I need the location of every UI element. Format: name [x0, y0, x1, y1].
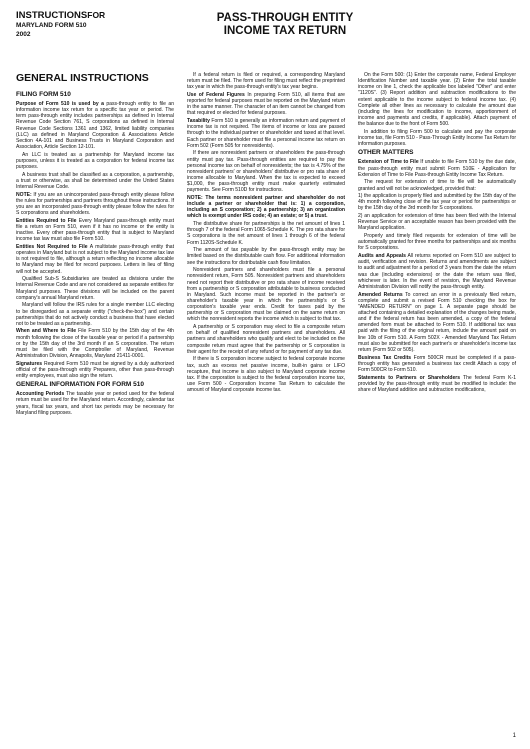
page-title [200, 12, 370, 38]
note-2-paragraph: NOTE: The terms nonresident partner and shareholder do not include a partner or shareholder that is: 1) a corporation, including an S corporation; 2) a partnership; 3) an organization which is exempt under IRS code; 4) an estate; or 5) a trust. [187, 194, 345, 220]
signatures-paragraph: Signatures Required Form 510 must be signed by a duly authorized official of the pass-through entity Preparers, other than pass-through entity employees, must also sign the return. [16, 360, 174, 380]
title-line-2: INCOME TAX RETURN [223, 25, 347, 37]
nonresident-file-paragraph: Nonresident partners and shareholders must file a personal nonresident return, Form 505. Nonresident partners and shareholders need not report their distributive or pro rata share of income received from a partnership or S corporation attributable to business conducted in Maryland. Such income must be reported in the partner's or shareholder's taxable year in which the partnership's or S corporation's taxable year ends. Credit for taxes paid by the partnership or S corporation must be claimed on the same return on which the nonresident reports the income which is subject to that tax. [187, 267, 345, 323]
form-name: MARYLAND FORM 510 [16, 22, 87, 29]
statements-paragraph: Statements to Partners or Shareholders The federal Form K-1 provided by the pass-through entity must be modified to include: the share of Maryland addition and subtraction modifications, [358, 374, 517, 393]
federal-return-paragraph: If a federal return is filed or required, a corresponding Maryland return must be filed. The form used for filing must reflect the preprinted tax year in which the pass-through entity's tax year begins. [187, 72, 345, 91]
title-line-1: PASS-THROUGH ENTITY [216, 12, 354, 24]
nonresident-paragraph: If there are nonresident partners or shareholders the pass-through entity must pay tax. Pass-through entities are required to pay the personal income tax on behalf of nonresidents; the tax is 4.75% of the nonresident partners' or shareholders' distributive or pro rata share of income allocable to Maryland. When the tax is expected to exceed $1,000, the pass-through entity must make quarterly estimated payments. See Form 510D for instructions. [187, 150, 345, 194]
business-tax-credits-paragraph: Business Tax Credits Form 500CR must be completed if a pass-through entity has generated a business tax credit Attach a copy of Form 500CR to Form 510. [358, 354, 516, 373]
instructions-label: INSTRUCTIONS [16, 10, 88, 21]
single-member-paragraph: Maryland will follow the IRS rules for a single member LLC electing to be disregarded as a separate entity ("check-the-box") and certain partnerships that do not actively conduct a business that have elected not to be treated as a partnership. [16, 302, 174, 327]
purpose-paragraph: Purpose of Form 510 is used by a pass-through entity to file an information income tax return for a specific tax year or period. The term pass-through entity includes partnerships as defined in Internal Revenue Code Section 761, S corporations as defined in Internal Revenue Code Sections 1361 and 1362, limited liability companies (LLC) as defined in Maryland Corporation & Associations Article Section 4A-101 and Business Trusts in Maryland Corporation and Association, Article Section 12-101. [16, 101, 175, 151]
entities-required-paragraph: Entities Required to File Every Maryland pass-through entity must file a return on Form 510, even if it has no income or the entity is inactive. Every other pass-through entity that is subject to Maryland income tax law must also file Form 510. [16, 217, 174, 243]
composite-return-paragraph: A partnership or S corporation may elect to file a composite return on behalf of qualified nonresident partners and shareholders. All partners and shareholders who qualify and elect to be included on the composite return must agree that the partnership or S corporation is their agent for the receipt of any refund or for payment of any tax due. [187, 324, 345, 355]
column-3 [358, 72, 516, 395]
form-year: 2002 [16, 31, 31, 38]
extension-request-paragraph: The request for extension of time to file will be automatically granted and will not be acknowledged, provided that: [358, 179, 516, 192]
federal-figures-paragraph: Use of Federal Figures In preparing Form 510, all items that are reported for federal purposes must be reported on the Maryland return in the same manner. The character of an item cannot be changed from that required or elected for federal purposes. [187, 91, 345, 117]
extension-paragraph: Extension of Time to File If unable to file Form 510 by the due date, the pass-through entity must submit Form 510E - Application for Extension of Time to File Pass-through Entity Income Tax Return. [358, 159, 516, 178]
taxability-paragraph: Taxability Form 510 is generally an information return and payment of income tax is not required. The items of income or loss are passed through to the individual partner or shareholder and taxed at that level. Each partner or shareholder must file a personal income tax return on Form 502 (Form 505 for nonresidents). [187, 118, 345, 149]
form-header-left [16, 10, 186, 39]
amended-returns-paragraph: Amended Returns To correct an error in a previously filed return, complete and submit a revised Form 510 checking the box for "AMENDED RETURN" on page 1. A separate page should be attached containing a detailed explanation of the changes being made, and if the federal return has been amended, a copy of the federal amended form must be attached to Form 510. If additional tax was paid with the filing of the original return, include the amount paid on line 10b of Form 510. A Form 502X - Amended Maryland Tax Return must also be submitted for each partner's or shareholder's income tax return (Form 502 or 505). [358, 291, 517, 353]
general-instructions-heading: GENERAL INSTRUCTIONS [16, 72, 149, 84]
note-paragraph: NOTE: If you are an unincorporated pass-through entity please follow the rules for partnerships and partners throughout these instructions. If you are an incorporated pass-through entity please follow the rules for S corporations and shareholders. [16, 191, 174, 217]
extension-item-2: 2) an application for extension of time has been filed with the Internal Revenue Service or an acceptable reason has been provided with the Maryland application. [358, 213, 516, 232]
form-500-paragraph: On the Form 500: (1) Enter the corporate name, Federal Employer Identification Number and taxable year. (2) Enter the total taxable income on line 1, check the applicable box labeled "Other" and enter "1120S". (3) Report addition and subtraction modifications to the extent applicable to the income subject to federal income tax. (4) Complete all other lines as necessary to calculate the amount due (including the lines for modification to income, apportionment of income and payments and credits, if applicable). Attach payment of the balance due to the front of Form 500. [358, 72, 516, 128]
general-information-heading: GENERAL INFORMATION FOR FORM 510 [16, 381, 144, 389]
form-500-addition-paragraph: In addition to filing Form 500 to calculate and pay the corporate income tax, file Form 510 - Pass-Through Entity Income Tax Return for information purposes. [358, 128, 516, 148]
federal-tax-paragraph: If there is S corporation income subject to federal corporate income tax, such as excess net passive income, built-in gains or LIFO recapture, that income is also subject to Maryland corporate income tax. If the corporation is subject to the federal corporation income tax, use Form 500 - Corporation Income Tax Return to calculate the amount of Maryland corporate income tax. [187, 356, 345, 394]
business-trust-paragraph: A business trust shall be classified as a corporation, a partnership, a trust or otherwise, as shall be determined under the United States Internal Revenue Code. [16, 171, 174, 191]
llc-paragraph: An LLC is treated as a partnership for Maryland income tax purposes, unless it is treated as a corporation for federal income tax purposes. [16, 151, 174, 171]
column-2 [187, 72, 345, 395]
amount-payable-paragraph: The amount of tax payable by the pass-through entity may be limited based on the distributable cash flow. For additional information see the instructions for distributable cash flow limitation. [187, 247, 345, 266]
instructions-for-label: FOR [87, 10, 106, 20]
accounting-periods-paragraph: Accounting Periods The taxable year or period used for the federal return must be used for the Maryland return. Accordingly, calendar tax years, fiscal tax years, and short tax periods may be necessary for Maryland filing purposes. [16, 391, 175, 416]
distributive-share-paragraph: The distributive share for partnerships is the net amount of lines 1 through 7 of the federal Form 1065-Schedule K. The pro rata share for S corporations is the net amount of lines 1 through 6 of the federal Form 1120S-Schedule K. [187, 221, 345, 246]
when-where-paragraph: When and Where to File File Form 510 by the 15th day of the 4th month following the close of the taxable year or period if a partnership or by the 15th day of the 3rd month if an S corporation. The return must be filed with the Comptroller of Maryland, Revenue Administration Division, Annapolis, Maryland 21411-0001. [16, 328, 174, 360]
extension-auto-paragraph: Properly and timely filed requests for extension of time will be automatically granted for three months for partnerships and six months for S corporations. [358, 233, 516, 252]
audits-paragraph: Audits and Appeals All returns reported on Form 510 are subject to audit, verification and revision. Returns and amendments are subject to audit and adjustment for a period of 3 years from the date the return was due (including extensions) or the date the return was filed, whichever is later. In the event of revision, the Maryland Revenue Administration Division will notify the pass-through entity. [358, 253, 516, 290]
other-matters-heading: OTHER MATTERS [358, 149, 414, 157]
column-1 [16, 72, 174, 417]
page-number: 1 [512, 733, 516, 739]
extension-item-1: 1) the application is properly filed and submitted by the 15th day of the 4th month following close of the tax year or period for partnerships or by the 15th day of the 3rd month for S corporations. [358, 193, 516, 212]
purpose-lead: Purpose of Form 510 is used by a [16, 101, 104, 107]
filing-heading: FILING FORM 510 [16, 91, 71, 98]
qualified-sub-s-paragraph: Qualified Sub-S Subsidiaries are treated as divisions under the Internal Revenue Code and are not considered as separate entities for Maryland purposes. These divisions will be included on the parent company's annual Maryland return. [16, 276, 174, 301]
entities-not-required-paragraph: Entities Not Required to File A multistate pass-through entity that operates in Maryland but is not subject to the Maryland income tax law is not required to file, although a return reflecting no income allocable to Maryland may be filed for record purposes. Letters in lieu of filing will not be accepted. [16, 243, 175, 275]
